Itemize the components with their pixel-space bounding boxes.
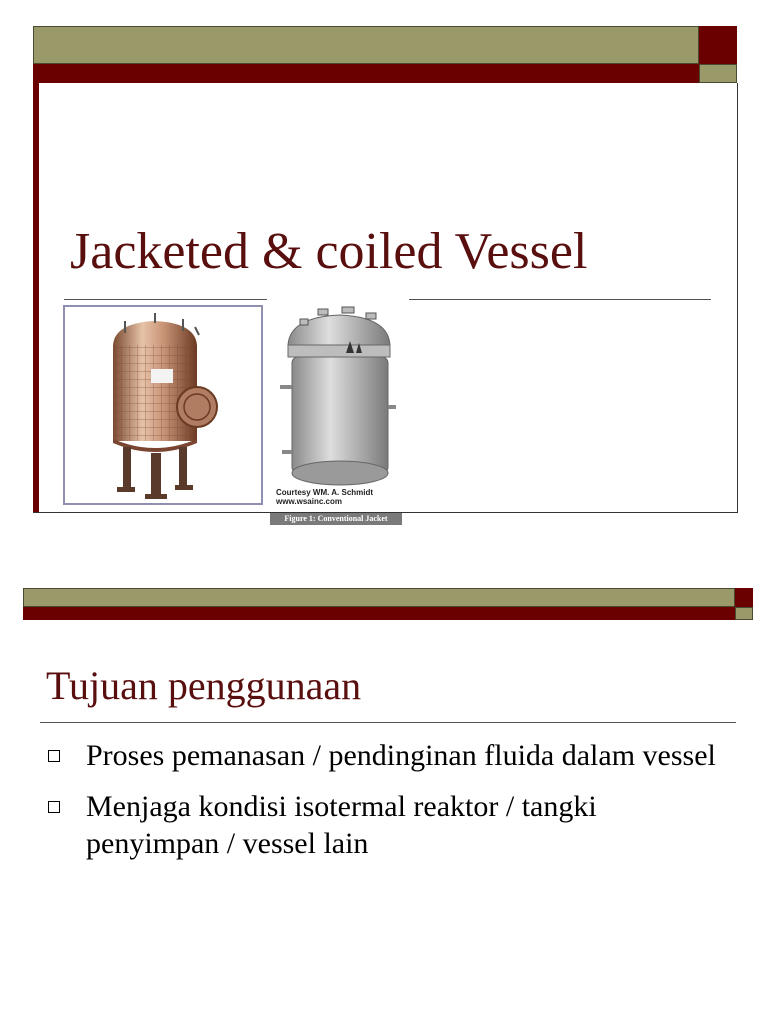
jacketed-vessel-icon [65,307,261,503]
header-olive-bar [33,26,699,64]
title-rule-2 [40,722,736,723]
header-maroon-band-2 [23,607,735,620]
figure-caption: Figure 1: Conventional Jacket [270,513,402,525]
square-bullet-icon [48,801,60,813]
title-rule-right [409,299,711,300]
list-item: Proses pemanasan / pendinginan fluida dalam vessel [48,737,728,774]
square-bullet-icon [48,750,60,762]
slide-title: Jacketed & coiled Vessel [70,223,588,280]
header-olive-bar-2 [23,588,735,607]
title-rule-left [64,299,267,300]
header-maroon-square-2 [735,588,753,607]
header-olive-square [699,64,737,83]
courtesy-credit: Courtesy WM. A. Schmidt www.wsainc.com [276,488,374,506]
header-maroon-square [699,26,737,64]
header-olive-square-2 [735,607,753,620]
conventional-jacket-vessel-icon [270,305,402,490]
header-maroon-band [33,64,699,83]
list-item: Menjaga kondisi isotermal reaktor / tangki penyimpan / vessel lain [48,788,728,862]
jacketed-vessel-photo [63,305,263,505]
bullet-list [48,737,728,876]
slide-title-2: Tujuan penggunaan [46,663,362,708]
